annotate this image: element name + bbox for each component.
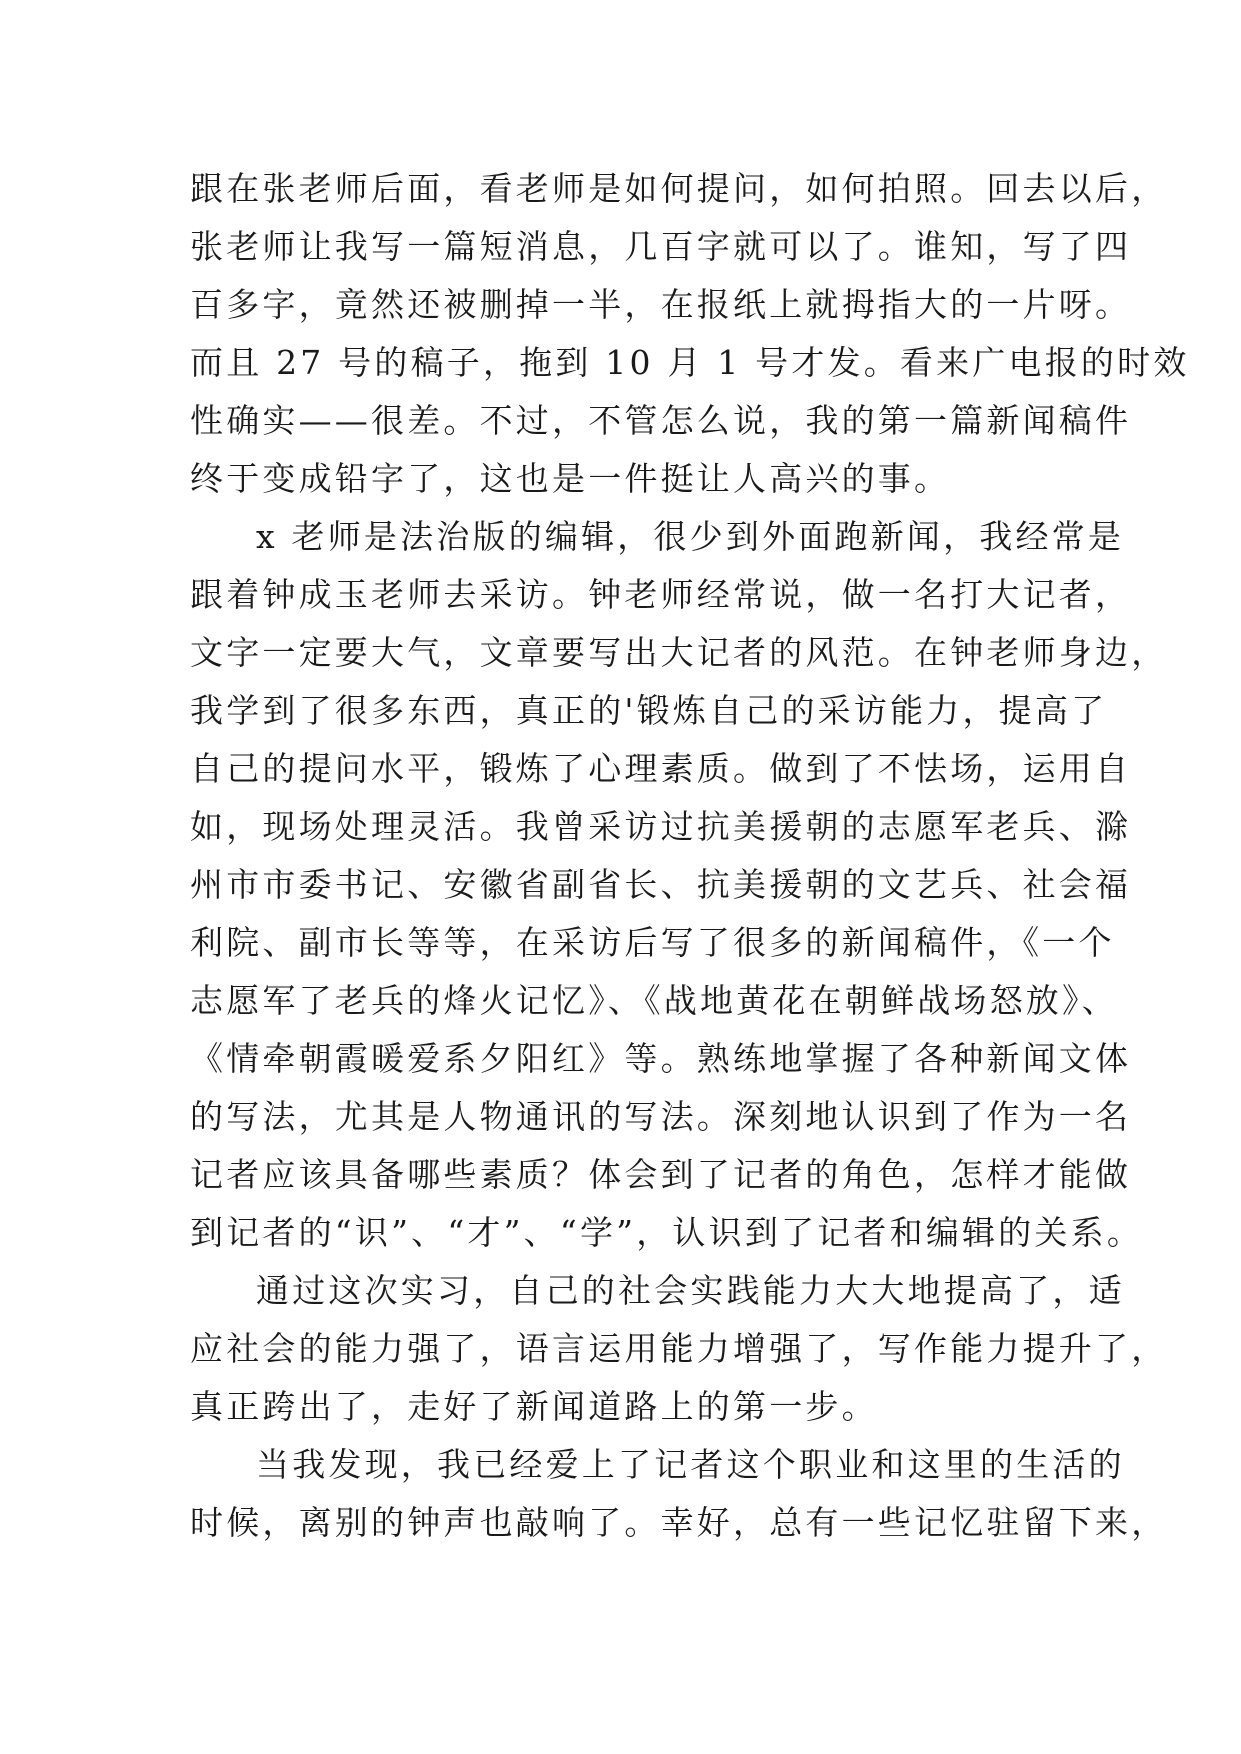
text-line: 州市市委书记、安徽省副省长、抗美援朝的文艺兵、社会福 — [190, 865, 1132, 904]
text-line: 利院、副市长等等，在采访后写了很多的新闻稿件，《一个 — [190, 923, 1115, 962]
text-line: 终于变成铅字了，这也是一件挺让人高兴的事。 — [190, 459, 951, 498]
text-line: 到记者的“识”、“才”、“学”，认识到了记者和编辑的关系。 — [190, 1213, 1144, 1252]
text-line: 而且 27 号的稿子，拖到 10 月 1 号才发。看来广电报的时效 — [190, 343, 1190, 382]
text-line: 记者应该具备哪些素质？体会到了记者的角色，怎样才能做 — [190, 1155, 1132, 1194]
text-line: 文字一定要大气，文章要写出大记者的风范。在钟老师身边， — [190, 633, 1168, 672]
text-line: 性确实——很差。不过，不管怎么说，我的第一篇新闻稿件 — [190, 401, 1132, 440]
body-text — [190, 160, 1190, 1552]
text-line: 《情牵朝霞暖爱系夕阳红》等。熟练地掌握了各种新闻文体 — [190, 1039, 1132, 1078]
text-line: 如，现场处理灵活。我曾采访过抗美援朝的志愿军老兵、滁 — [190, 807, 1132, 846]
text-line: 百多字，竟然还被删掉一半，在报纸上就拇指大的一片呀。 — [190, 285, 1132, 324]
paragraph-start-line: 当我发现，我已经爱上了记者这个职业和这里的生活的 — [256, 1445, 1125, 1484]
text-line: 志愿军了老兵的烽火记忆》、《战地黄花在朝鲜战场怒放》、 — [190, 981, 1118, 1020]
paragraph-start-line: x 老师是法治版的编辑，很少到外面跑新闻，我经常是 — [256, 517, 1125, 556]
text-line: 跟着钟成玉老师去采访。钟老师经常说，做一名打大记者， — [190, 575, 1132, 614]
text-line: 跟在张老师后面，看老师是如何提问，如何拍照。回去以后， — [190, 169, 1168, 208]
paragraph-start-line: 通过这次实习，自己的社会实践能力大大地提高了，适 — [256, 1271, 1125, 1310]
text-line: 应社会的能力强了，语言运用能力增强了，写作能力提升了， — [190, 1329, 1168, 1368]
text-line: 真正跨出了，走好了新闻道路上的第一步。 — [190, 1387, 878, 1426]
text-line: 时候，离别的钟声也敲响了。幸好，总有一些记忆驻留下来， — [190, 1503, 1168, 1542]
text-line: 自己的提问水平，锻炼了心理素质。做到了不怯场，运用自 — [190, 749, 1132, 788]
text-line: 张老师让我写一篇短消息，几百字就可以了。谁知，写了四 — [190, 227, 1132, 266]
text-line: 的写法，尤其是人物通讯的写法。深刻地认识到了作为一名 — [190, 1097, 1132, 1136]
text-line: 我学到了很多东西，真正的'锻炼自己的采访能力，提高了 — [190, 691, 1108, 730]
